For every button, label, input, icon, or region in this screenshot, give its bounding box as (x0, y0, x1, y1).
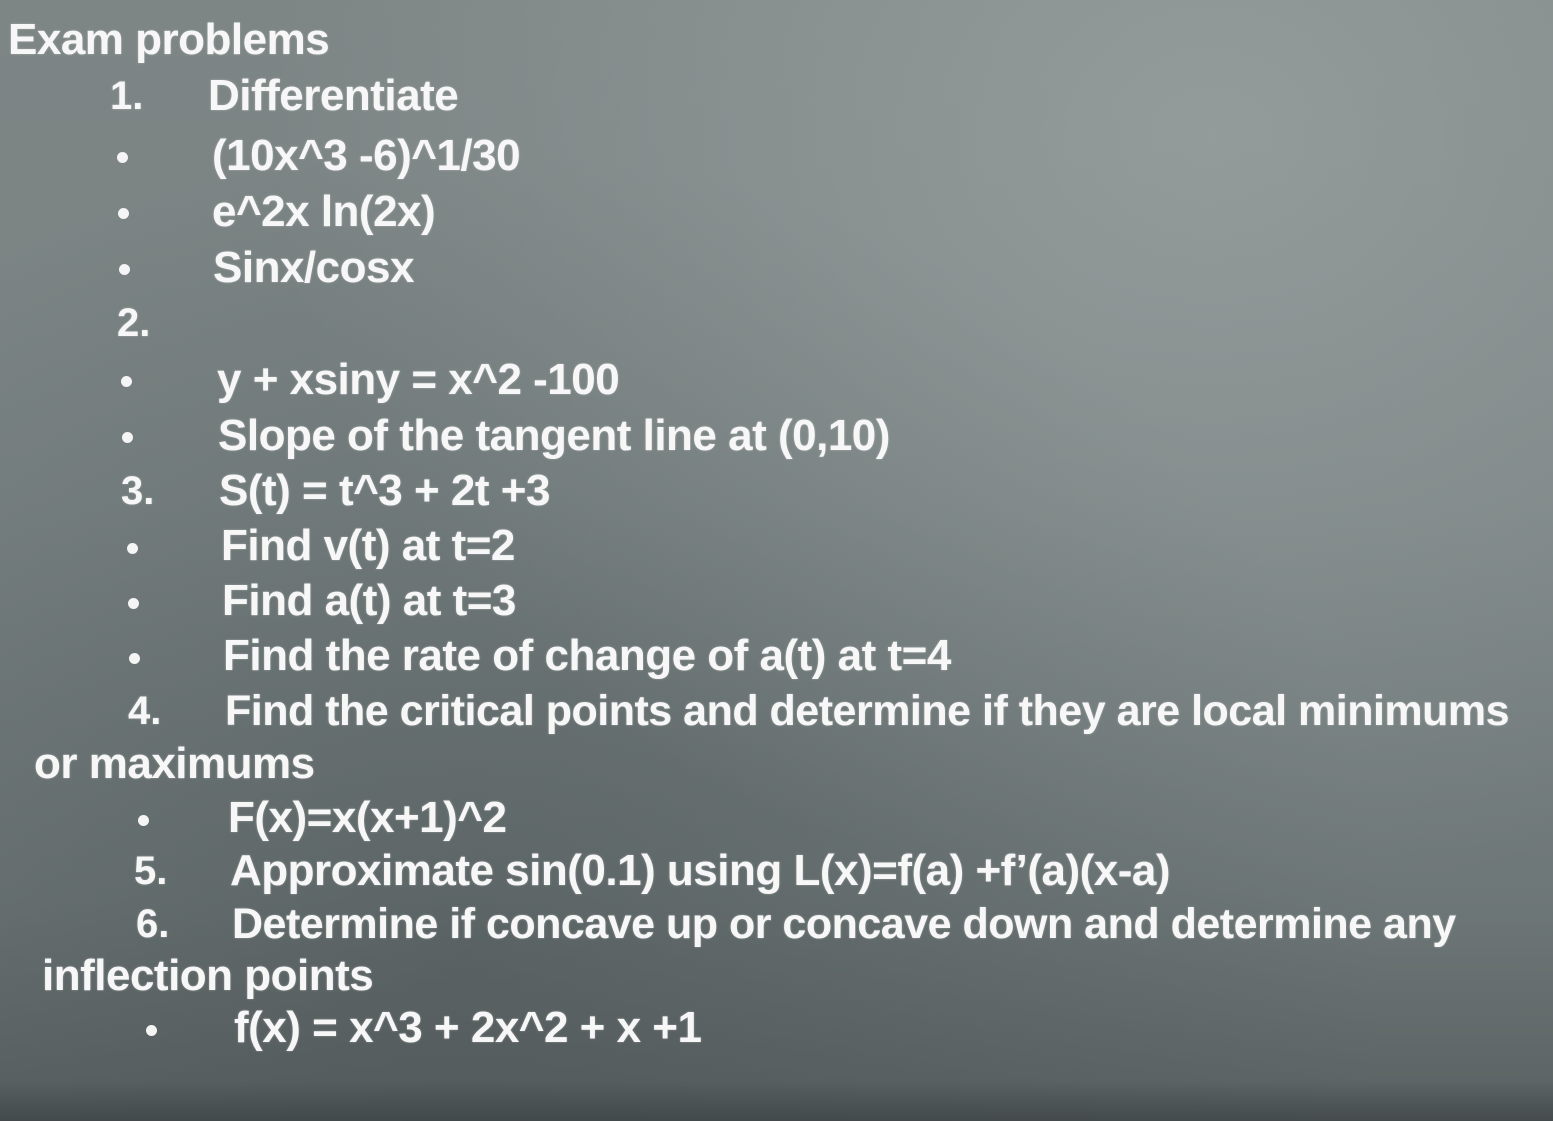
problem-2-item-1: y + xsiny = x^2 -100 (217, 355, 620, 404)
problem-5-number: 5. (134, 849, 168, 893)
problem-6-continuation: inflection points (42, 951, 374, 1000)
problem-3-text: S(t) = t^3 + 2t +3 (219, 466, 550, 515)
screen-bottom-edge (0, 1081, 1553, 1121)
problem-1-item-1: (10x^3 -6)^1/30 (212, 131, 521, 180)
bullet-icon (138, 815, 149, 826)
problem-6-text: Determine if concave up or concave down and determine any (232, 900, 1456, 948)
problem-2-number: 2. (117, 301, 151, 345)
bullet-icon (118, 208, 129, 219)
bullet-icon (121, 376, 132, 387)
problem-4-continuation: or maximums (34, 739, 315, 788)
problem-3-number: 3. (121, 469, 155, 513)
bullet-icon (119, 264, 130, 275)
problem-5-text: Approximate sin(0.1) using L(x)=f(a) +f’(a)(x-a) (230, 846, 1171, 895)
problem-1-text: Differentiate (208, 71, 459, 120)
problem-2-item-2: Slope of the tangent line at (0,10) (218, 411, 890, 460)
problem-3-item-3: Find the rate of change of a(t) at t=4 (223, 631, 951, 680)
problem-6-item-1: f(x) = x^3 + 2x^2 + x +1 (234, 1003, 702, 1052)
problem-4-text: Find the critical points and determine if they are local minimums (225, 687, 1510, 735)
page-title: Exam problems (8, 15, 330, 64)
problem-1-number: 1. (110, 74, 144, 118)
problem-6-number: 6. (136, 902, 170, 946)
problem-1-item-3: Sinx/cosx (213, 243, 414, 292)
bullet-icon (129, 653, 140, 664)
bullet-icon (127, 543, 138, 554)
bullet-icon (128, 598, 139, 609)
problem-3-item-2: Find a(t) at t=3 (222, 576, 516, 625)
problem-3-item-1: Find v(t) at t=2 (221, 521, 515, 570)
problem-4-number: 4. (128, 689, 162, 733)
problem-4-item-1: F(x)=x(x+1)^2 (228, 793, 507, 842)
bullet-icon (122, 432, 133, 443)
bullet-icon (117, 152, 128, 163)
problem-1-item-2: e^2x ln(2x) (212, 187, 436, 236)
bullet-icon (146, 1025, 157, 1036)
